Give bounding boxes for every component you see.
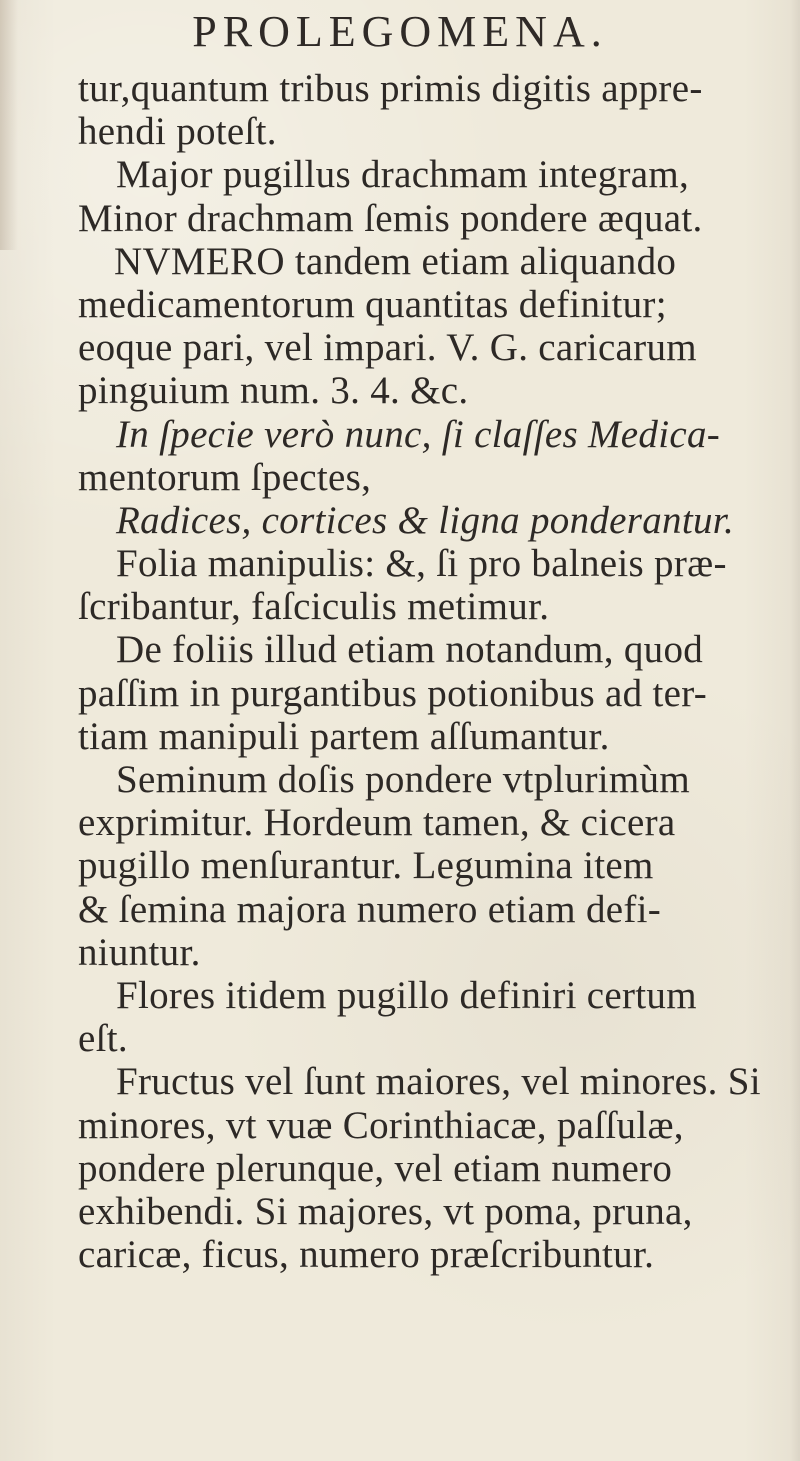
text-line-13: ſcribantur, faſciculis metimur.	[78, 585, 550, 629]
text-line-14: De foliis illud etiam notandum, quod	[116, 628, 704, 672]
text-line-21: niuntur.	[78, 930, 201, 974]
text-line-18: exprimitur. Hordeum tamen, & cicera	[78, 801, 676, 845]
text-line-27: exhibendi. Si majores, vt poma, pruna,	[78, 1189, 693, 1233]
text-line-12: Folia manipulis: &, ſi pro balneis præ-	[116, 542, 727, 586]
text-line-22: Flores itidem pugillo definiri certum	[116, 973, 697, 1017]
text-line-10: mentorum ſpectes,	[78, 455, 372, 499]
text-line-8: pinguium num. 3. 4. &c.	[78, 369, 469, 413]
text-line-28: caricæ, ficus, numero præſcribuntur.	[78, 1233, 655, 1277]
text-line-15: paſſim in purgantibus potionibus ad ter-	[78, 671, 708, 715]
text-line-16: tiam manipuli partem aſſumantur.	[78, 714, 610, 758]
text-line-4: Minor drachmam ſemis pondere æquat.	[78, 196, 703, 240]
text-line-9: In ſpecie verò nunc, ſi claſſes Medica-	[116, 412, 721, 456]
text-line-11: Radices, cortices & ligna ponderantur.	[116, 498, 734, 542]
page-edge	[790, 0, 800, 1461]
text-line-19: pugillo menſurantur. Legumina item	[78, 844, 654, 888]
text-line-25: minores, vt vuæ Corinthiacæ, paſſulæ,	[78, 1103, 684, 1147]
text-line-23: eſt.	[78, 1017, 128, 1061]
text-line-5: NVMERO tandem etiam aliquando	[114, 239, 677, 283]
text-line-26: pondere plerunque, vel etiam numero	[78, 1146, 673, 1190]
text-line-2: hendi poteſt.	[78, 110, 277, 154]
text-line-17: Seminum doſis pondere vtplurimùm	[116, 758, 690, 801]
text-line-7: eoque pari, vel impari. V. G. caricarum	[78, 326, 697, 370]
main-text	[78, 67, 772, 1276]
text-line-24: Fructus vel ſunt maiores, vel minores. Si	[116, 1060, 761, 1104]
text-line-1: tur,quantum tribus primis digitis appre-	[78, 67, 703, 110]
text-line-20: & ſemina majora numero etiam defi-	[78, 887, 662, 931]
text-line-3: Major pugillus drachmam integram,	[116, 153, 690, 197]
text-line-6: medicamentorum quantitas definitur;	[78, 282, 667, 326]
page-header: PROLEGOMENA.	[192, 7, 608, 56]
